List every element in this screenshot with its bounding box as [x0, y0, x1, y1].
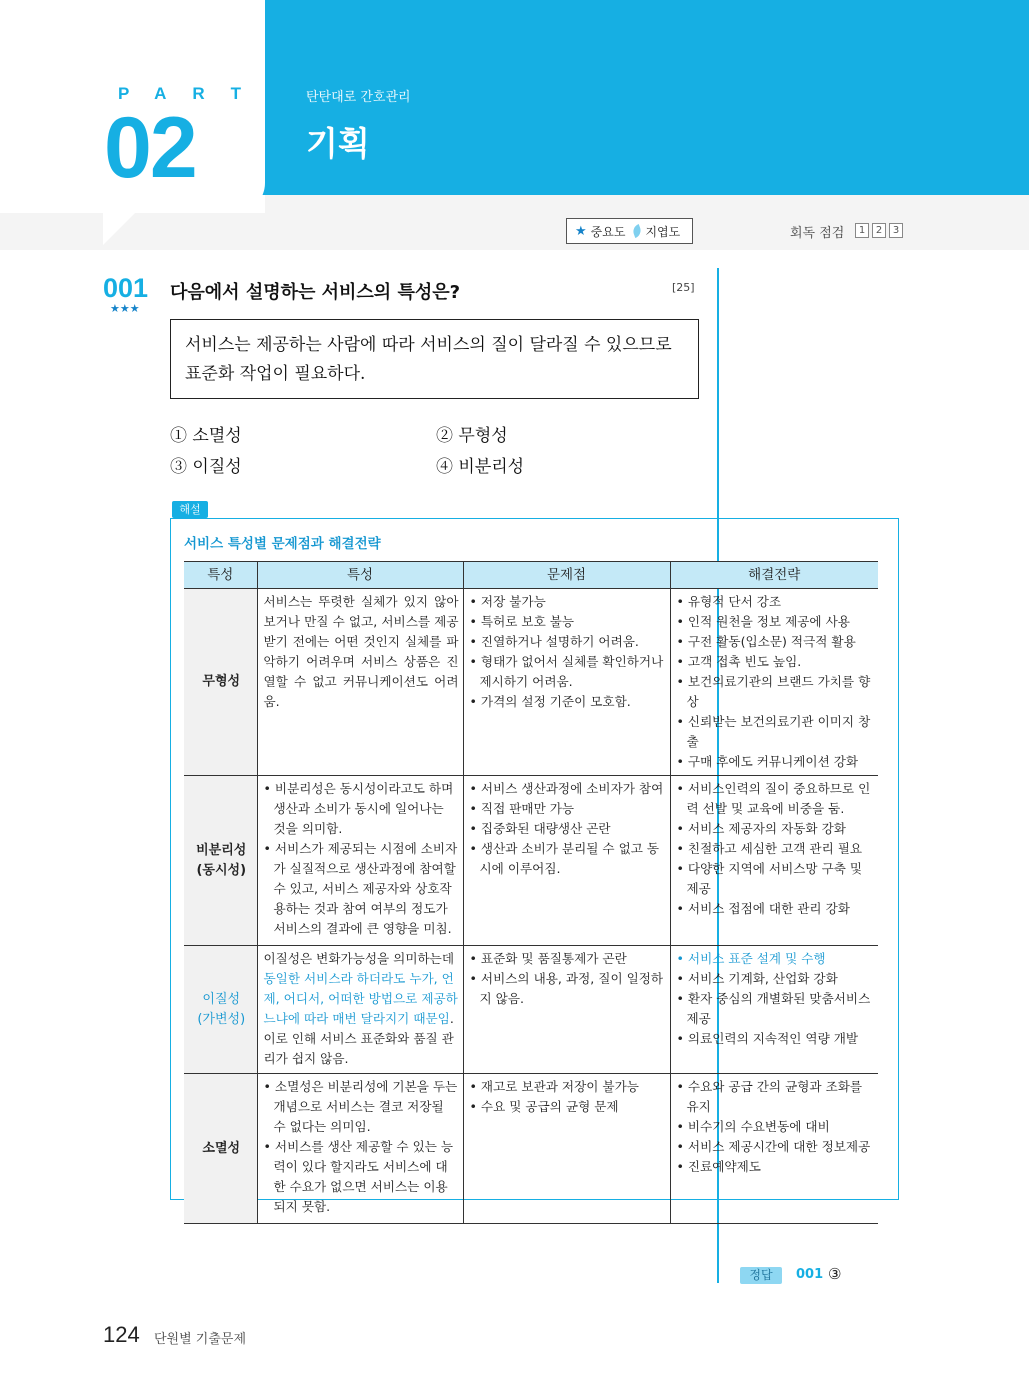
desc-cell: • 소멸성은 비분리성에 기본을 두는 개념으로 서비스는 결코 저장될 수 없다는 의미임. • 서비스를 생산 제공할 수 있는 능력이 있다 할지라도 서비스에 대한 수요가 없으면 서비스는 이용되지 못함.	[257, 1074, 463, 1224]
review-box-1[interactable]: 1	[855, 223, 869, 238]
choice-4[interactable]: ④ 비분리성	[436, 457, 525, 477]
part-bubble-tail	[103, 211, 137, 245]
page-number: 124	[103, 1322, 140, 1347]
passage-line-1: 서비스는 제공하는 사람에 따라 서비스의 질이 달라질 수 있으므로	[185, 335, 672, 355]
strategy-cell: • 수요와 공급 간의 균형과 조화를 유지 • 비수기의 수요변동에 대비 • 서비스 제공시간에 대한 정보제공 • 진료예약제도	[670, 1074, 878, 1224]
problem-cell: • 표준화 및 품질통제가 곤란 • 서비스의 내용, 과정, 질이 일정하지 않음.	[463, 946, 670, 1074]
question-text: 다음에서 설명하는 서비스의 특성은?	[170, 282, 461, 303]
table-row	[184, 1074, 878, 1224]
row-label: 비분리성 (동시성)	[184, 776, 257, 946]
table-header-cell: 특성	[257, 562, 463, 589]
question-stars: ★★★	[110, 302, 140, 315]
problem-cell: • 저장 불가능 • 특허로 보호 불능 • 진열하거나 설명하기 어려움. • 형태가 없어서 실체를 확인하거나 제시하기 어려움. • 가격의 설정 기준이 모호함.	[463, 589, 670, 776]
answer-tag: 정답	[740, 1267, 782, 1284]
choice-2[interactable]: ② 무형성	[436, 426, 508, 446]
review-box-3[interactable]: 3	[889, 223, 903, 238]
explanation-table	[184, 561, 878, 1224]
strategy-cell: • 서비스인력의 질이 중요하므로 인력 선발 및 교육에 비중을 둠. • 서비스 제공자의 자동화 강화 • 친절하고 세심한 고객 관리 필요 • 다양한 지역에 서비스망 구축 및 제공 • 서비스 접점에 대한 관리 강화	[670, 776, 878, 946]
strategy-cell: • 서비스 표준 설계 및 수행 • 서비스 기계화, 산업화 강화 • 환자 중심의 개별화된 맞춤서비스 제공 • 의료인력의 지속적인 역량 개발	[670, 946, 878, 1074]
review-checkboxes	[855, 223, 903, 238]
table-header-cell: 문제점	[463, 562, 670, 589]
explanation-tag: 해설	[172, 501, 208, 518]
table-row	[184, 589, 878, 776]
review-label: 회독 점검	[790, 226, 845, 241]
strategy-cell: • 유형적 단서 강조 • 인적 원천을 정보 제공에 사용 • 구전 활동(입소문) 적극적 활용 • 고객 접촉 빈도 높임. • 보건의료기관의 브랜드 가치를 향상 • 신뢰받는 보건의료기관 이미지 창출 • 구매 후에도 커뮤니케이션 강화	[670, 589, 878, 776]
highlight-text: 동일한 서비스라 하더라도 누가, 언제, 어디서, 어떠한 방법으로 제공하느냐에 따라 매번 달라지기 때문임	[263, 971, 458, 1026]
difficulty-label: 지엽도	[645, 224, 681, 239]
importance-label: 중요도	[590, 224, 626, 239]
passage-line-2: 표준화 작업이 필요하다.	[185, 364, 366, 384]
table-header-cell: 특성	[184, 562, 257, 589]
row-label: 소멸성	[184, 1074, 257, 1224]
choice-1[interactable]: ① 소멸성	[170, 426, 242, 446]
row-label: 이질성 (가변성)	[184, 946, 257, 1074]
answer-question-number: 001	[796, 1267, 824, 1282]
problem-cell: • 서비스 생산과정에 소비자가 참여 • 직접 판매만 가능 • 집중화된 대량생산 곤란 • 생산과 소비가 분리될 수 없고 동시에 이루어짐.	[463, 776, 670, 946]
desc-cell: 서비스는 뚜렷한 실체가 있지 않아 보거나 만질 수 없고, 서비스를 제공받기 전에는 어떤 것인지 실체를 파악하기 어려우며 서비스 상품은 진열할 수 없고 커뮤니케이션도 어려움.	[257, 589, 463, 776]
part-label: PART	[118, 84, 268, 103]
highlight-text: • 서비스 표준 설계 및 수행	[676, 951, 826, 966]
explanation-title: 서비스 특성별 문제점과 해결전략	[184, 536, 381, 552]
desc-cell: 이질성은 변화가능성을 의미하는데 동일한 서비스라 하더라도 누가, 언제, 어디서, 어떠한 방법으로 제공하느냐에 따라 매번 달라지기 때문임. 이로 인해 서비스 표준화와 품질 관리가 쉽지 않음.	[257, 946, 463, 1074]
table-header-cell: 해결전략	[670, 562, 878, 589]
row-label: 무형성	[184, 589, 257, 776]
table-row	[184, 776, 878, 946]
leaf-icon	[632, 224, 644, 238]
book-title: 탄탄대로 간호관리	[306, 90, 411, 105]
chapter-title: 기획	[306, 124, 370, 163]
question-number: 001	[103, 273, 149, 303]
problem-cell: • 재고로 보관과 저장이 불가능 • 수요 및 공급의 균형 문제	[463, 1074, 670, 1224]
answer-value: ③	[828, 1265, 842, 1283]
choice-3[interactable]: ③ 이질성	[170, 457, 242, 477]
desc-cell: • 비분리성은 동시성이라고도 하며 생산과 소비가 동시에 일어나는 것을 의미함. • 서비스가 제공되는 시점에 소비자가 실질적으로 생산과정에 참여할 수 있고, 서비스 제공자와 상호작용하는 것과 참여 여부의 정도가 서비스의 결과에 큰 영향을 미침.	[257, 776, 463, 946]
star-icon: ★	[575, 223, 587, 239]
legend-box	[566, 218, 693, 244]
table-row	[184, 946, 878, 1074]
review-box-2[interactable]: 2	[872, 223, 886, 238]
question-source: [25]	[672, 281, 695, 294]
table-header-row	[184, 562, 878, 589]
part-number: 02	[104, 100, 196, 196]
question-passage-box	[170, 319, 699, 399]
footer-label: 단원별 기출문제	[154, 1332, 247, 1347]
